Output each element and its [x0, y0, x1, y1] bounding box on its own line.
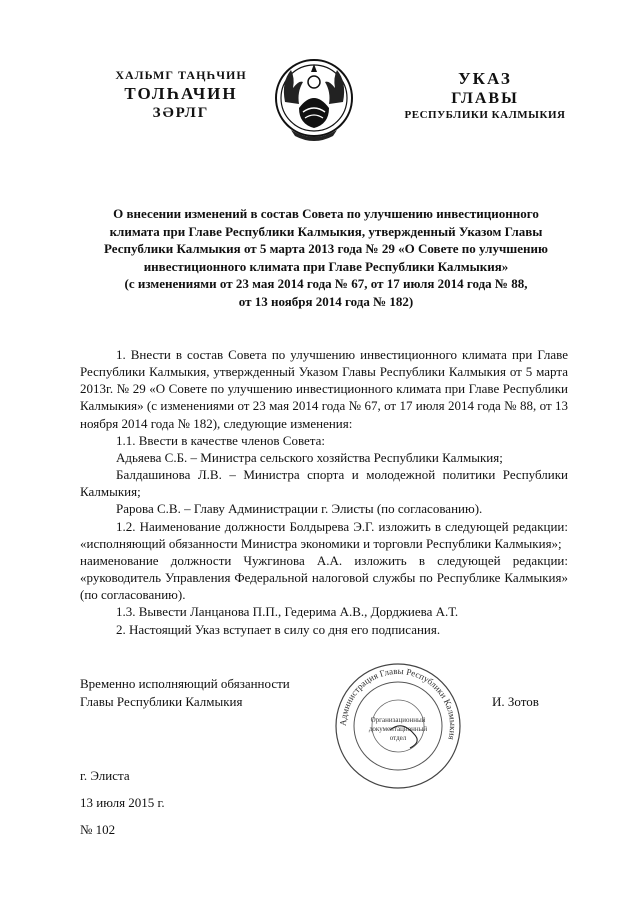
header-left-line3: ЗӘРЛГ — [152, 105, 210, 122]
footer-city: г. Элиста — [80, 768, 130, 783]
title-line: О внесении изменений в состав Совета по улучшению инвестиционного — [113, 206, 539, 221]
paragraph-chuzhginov: наименование должности Чужгинова А.А. изложить в следующей редакции: «руководитель Управления Федеральной налоговой службы по Республике Калмыкия» (по согласованию). — [80, 552, 568, 603]
footer-date: 13 июля 2015 г. — [80, 795, 165, 810]
title-line: (с изменениями от 23 мая 2014 года № 67, от 17 июля 2014 года № 88, — [124, 276, 528, 292]
signature-line2: Главы Республики Калмыкия — [80, 693, 243, 709]
stamp-center-line2: документационный — [368, 725, 428, 733]
signature-position — [80, 675, 290, 710]
member-rarova: Рарова С.В. – Главу Администрации г. Элисты (по согласованию). — [116, 501, 483, 517]
paragraph-2: 2. Настоящий Указ вступает в силу со дня его подписания. — [116, 621, 441, 637]
footer-number: № 102 — [80, 822, 116, 837]
document-title — [76, 205, 576, 310]
header-right-line3: РЕСПУБЛИКИ КАЛМЫКИЯ — [404, 109, 566, 122]
member-adyaev: Адьяева С.Б. – Министра сельского хозяйства Республики Калмыкия; — [116, 449, 503, 465]
header-right-line1: УКАЗ — [458, 69, 512, 88]
title-line: климата при Главе Республики Калмыкия, утвержденный Указом Главы — [109, 223, 543, 239]
signatory-name: И. Зотов — [492, 694, 539, 709]
title-line: от 13 ноября 2014 года № 182) — [238, 293, 414, 309]
header-left-line2: ТОЛҺАЧИН — [124, 84, 238, 103]
stamp-center-line1: Организационный — [370, 716, 426, 724]
official-stamp — [332, 660, 464, 792]
document-body — [80, 346, 568, 638]
header-right-line2: ГЛАВЫ — [451, 90, 519, 108]
header-left-line1: ХАЛЬМГ ТАҢҺЧИН — [115, 68, 247, 82]
emblem-icon — [271, 52, 357, 148]
stamp-center-line3: отдел — [389, 734, 407, 742]
paragraph-1-1: 1.1. Ввести в качестве членов Совета: — [116, 432, 326, 448]
header-russian — [380, 68, 590, 123]
signature-line1: Временно исполняющий обязанности — [80, 676, 290, 691]
paragraph-1-3: 1.3. Вывести Ланцанова П.П., Гедерима А.В., Дорджиева А.Т. — [116, 604, 459, 620]
header-kalmyk — [96, 68, 266, 123]
member-baldashinova: Балдашинова Л.В. – Министра спорта и молодежной политики Республики Калмыкия; — [80, 467, 568, 500]
paragraph-1: 1. Внести в состав Совета по улучшению инвестиционного климата при Главе Республики Калмыкия, утвержденный Указом Главы Республики Калмыкия от 5 марта 2013г. № 29 «О Совете по улучшению инвестиционного климата при Главе Республики Калмыкия» (с изменениями от 23 мая 2014 года № 67, от 17 июля 2014 года № 88, от 13 ноября 2014 года № 182), следующие изменения: — [80, 347, 568, 431]
paragraph-1-2: 1.2. Наименование должности Болдырева Э.Г. изложить в следующей редакции: «исполняющий обязанности Министра экономики и торговли Республики Калмыкия»; — [80, 518, 568, 551]
title-line: Республики Калмыкия от 5 марта 2013 года № 29 «О Совете по улучшению — [104, 241, 548, 257]
stamp-ring-text: Администрация Главы Республики Калмыкия — [337, 665, 459, 741]
title-line: инвестиционного климата при Главе Республики Калмыкия» — [143, 258, 509, 274]
